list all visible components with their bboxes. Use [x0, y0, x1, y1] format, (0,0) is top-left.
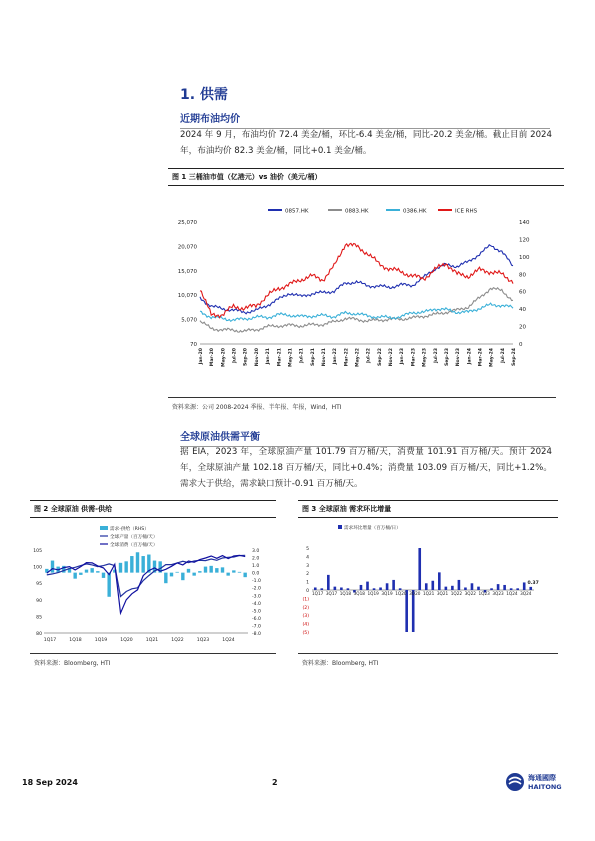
supply-demand-paragraph: 据 EIA，2023 年，全球原油产量 101.79 百万桶/天，消费量 101.91 百万桶/天。预计 2024 年，全球原油产量 102.18 百万桶/天，同比+0.4%；消费量 103.09 百万桶/天，同比+1.2%。需求大于供给，需求缺口预计-0.91 百万桶/天。: [180, 447, 552, 489]
figure2-divider: [30, 653, 276, 654]
x-tick-label: May-21: [288, 348, 294, 367]
x-tick-label: 3Q22: [464, 591, 476, 596]
demand-bar: [314, 587, 317, 590]
demand-bar: [366, 582, 369, 590]
oil-price-subtitle: 近期布油均价: [180, 110, 550, 129]
x-tick-label: 1Q20: [120, 638, 133, 643]
x-tick-label: 3Q24: [520, 591, 532, 596]
y-tick: 3: [306, 563, 309, 569]
y-left-tick: 70: [190, 342, 197, 348]
demand-bar: [451, 586, 454, 590]
demand-bar: [471, 583, 474, 590]
demand-bar: [392, 580, 395, 590]
x-tick-label: Jan-22: [333, 348, 339, 365]
figure3-title: 图 3 全球原油 需求环比增量: [298, 500, 558, 518]
y-tick: 2: [306, 572, 309, 578]
gap-bar: [215, 568, 218, 573]
gap-bar: [102, 573, 105, 578]
x-tick-label: Nov-21: [321, 348, 327, 367]
y-tick: (5): [302, 631, 309, 636]
y-right-tick: 40: [519, 307, 526, 314]
gap-bar: [90, 568, 93, 573]
logo-en-text: HAITONG: [528, 783, 562, 791]
gap-bar: [141, 556, 144, 573]
x-tick-label: 1Q24: [506, 591, 518, 596]
y-right-tick: 80: [519, 272, 526, 279]
gap-bar: [164, 573, 167, 584]
x-tick-label: 1Q23: [196, 638, 210, 643]
x-tick-label: 1Q23: [478, 591, 490, 596]
demand-bar: [418, 548, 421, 590]
gap-bar: [51, 561, 54, 573]
demand-bar: [386, 583, 389, 590]
x-tick-label: 1Q17: [312, 591, 324, 596]
legend-label-2: 0386.HK: [403, 208, 427, 215]
y-tick: 5: [306, 547, 309, 552]
y-right-tick: 60: [519, 289, 526, 296]
y-right-tick: -4.0: [252, 601, 261, 607]
x-tick-label: Mar-23: [411, 348, 417, 367]
demand-bar: [523, 582, 526, 590]
figure1-chart: [168, 198, 558, 396]
x-tick-label: Jul-23: [433, 348, 439, 363]
oil-price-paragraph: 2024 年 9 月，布油均价 72.4 美金/桶，环比-6.4 美金/桶，同比-20.2 美金/桶。截止目前 2024 年，布油均价 82.3 美金/桶，同比+0.1 美金/桶。: [180, 130, 552, 156]
demand-bar: [340, 587, 343, 590]
x-tick-label: Nov-23: [456, 348, 462, 367]
figure2-chart: [30, 520, 276, 650]
demand-bar: [503, 585, 506, 590]
y-right-tick: 120: [519, 237, 530, 244]
demand-bar: [529, 587, 532, 590]
figure1-divider: [168, 397, 556, 398]
x-tick-label: May-23: [422, 348, 428, 367]
y-left-tick: 20,070: [177, 244, 197, 251]
gap-bar: [136, 552, 139, 572]
x-tick-label: 1Q21: [423, 591, 435, 596]
gap-bar: [79, 573, 82, 575]
legend-label-gap: 需求-供给（RHS）: [110, 527, 149, 532]
y-right-tick: 3.0: [252, 549, 260, 554]
y-right-tick: 140: [519, 220, 530, 226]
y-tick: (3): [302, 614, 309, 620]
y-right-tick: 1.0: [252, 564, 260, 570]
gap-bar: [170, 573, 173, 577]
legend-swatch: [338, 525, 342, 529]
demand-bar: [431, 581, 434, 590]
demand-bar: [438, 572, 441, 590]
demand-bar: [373, 588, 376, 590]
demand-bar: [405, 590, 408, 632]
x-tick-label: Jul-20: [232, 348, 238, 363]
x-tick-label: 3Q20: [409, 591, 421, 596]
x-tick-label: 3Q18: [353, 591, 365, 596]
gap-bar: [119, 563, 122, 573]
demand-bar: [497, 584, 500, 590]
figure2-source: 资料来源：Bloomberg, HTI: [34, 660, 111, 667]
x-tick-label: 1Q17: [43, 638, 57, 643]
y-right-tick: -5.0: [252, 609, 261, 615]
x-tick-label: Jan-23: [400, 348, 406, 365]
figure3-divider: [298, 653, 558, 654]
consumption-line: [47, 555, 245, 613]
gap-bar: [209, 566, 212, 573]
gap-bar: [124, 561, 127, 572]
page-number: 2: [272, 778, 278, 787]
figure2-title: 图 2 全球原油 供需-供给: [30, 500, 276, 518]
gap-bar: [85, 570, 88, 573]
x-tick-label: 1Q21: [145, 638, 159, 643]
x-tick-label: 1Q19: [367, 591, 379, 596]
figure3-source: 资料来源：Bloomberg, HTI: [302, 660, 379, 667]
x-tick-label: 1Q22: [450, 591, 463, 596]
gap-bar: [187, 569, 190, 573]
footer-date: 18 Sep 2024: [22, 778, 78, 787]
x-tick-label: Sep-22: [377, 348, 383, 367]
x-tick-label: Sep-21: [310, 348, 316, 367]
x-tick-label: 3Q21: [436, 591, 449, 596]
gap-bar: [107, 573, 110, 597]
demand-bar: [412, 590, 415, 632]
gap-bar: [181, 573, 184, 581]
y-right-tick: 0: [519, 342, 523, 348]
y-left-tick: 15,070: [177, 268, 197, 275]
gap-bar: [130, 556, 133, 573]
y-tick: 0: [306, 589, 309, 594]
section-title: 1. 供需: [180, 87, 228, 103]
demand-bar: [464, 587, 467, 590]
demand-bar: [327, 575, 330, 590]
y-left-tick: 10,070: [177, 293, 197, 300]
y-left-tick: 100: [33, 565, 42, 571]
demand-bar: [445, 587, 448, 590]
y-right-tick: -6.0: [252, 616, 261, 622]
x-tick-label: 1Q18: [339, 591, 352, 596]
x-tick-label: Sep-20: [243, 348, 249, 367]
y-right-tick: 0.0: [252, 571, 260, 577]
demand-bar: [399, 588, 402, 590]
x-tick-label: 1Q18: [69, 638, 82, 643]
demand-bar: [458, 580, 461, 590]
x-tick-label: Mar-21: [277, 348, 283, 367]
legend-label-production: 全球产量（百万桶/天）: [110, 535, 158, 540]
demand-bar: [516, 588, 519, 590]
figure3-chart: [298, 520, 558, 650]
legend-label-1: 0883.HK: [345, 208, 369, 215]
haitong-logo: [505, 771, 565, 793]
x-tick-label: Jan-21: [266, 348, 272, 365]
x-tick-label: 3Q19: [381, 591, 393, 596]
x-tick-label: 1Q20: [395, 591, 407, 596]
x-tick-label: May-20: [221, 348, 227, 367]
y-right-tick: 2.0: [252, 556, 260, 562]
x-tick-label: 1Q24: [222, 638, 235, 643]
gap-bar: [243, 573, 246, 578]
demand-bar: [334, 587, 337, 590]
x-tick-label: Mar-22: [344, 348, 350, 367]
supply-demand-subtitle: 全球原油供需平衡: [180, 428, 550, 447]
x-tick-label: May-22: [355, 348, 361, 367]
legend-label-consumption: 全球消费（百万桶/天）: [110, 543, 158, 548]
y-right-tick: 20: [519, 324, 526, 331]
gap-bar: [204, 567, 207, 573]
gap-bar: [198, 571, 201, 573]
y-right-tick: -3.0: [252, 594, 261, 600]
demand-bar: [320, 588, 323, 590]
y-tick: (4): [302, 622, 309, 628]
demand-bar: [510, 588, 513, 590]
legend-label-0: 0857.HK: [285, 208, 309, 215]
last-value-annotation: 0.37: [527, 580, 539, 586]
demand-bar: [490, 588, 493, 590]
legend-label: 需求环比增量（百万桶/日）: [344, 526, 401, 531]
y-tick: (2): [302, 605, 309, 611]
y-left-tick: 5,070: [181, 317, 197, 324]
demand-bar: [379, 587, 382, 590]
gap-bar: [226, 573, 229, 576]
haitong-logo-icon: [505, 771, 565, 793]
x-tick-label: Sep-23: [444, 348, 450, 367]
x-tick-label: Nov-22: [389, 348, 395, 367]
y-right-tick: -1.0: [252, 579, 261, 585]
y-right-tick: 100: [519, 254, 530, 261]
demand-bar: [425, 583, 428, 590]
x-tick-label: May-24: [489, 348, 495, 367]
logo-cn-text: 海通國際: [528, 774, 556, 782]
gap-bar: [232, 570, 235, 572]
gap-bar: [175, 572, 178, 573]
x-tick-label: 3Q17: [325, 591, 338, 596]
y-left-tick: 80: [36, 632, 42, 637]
demand-bar: [347, 588, 350, 590]
x-tick-label: 1Q19: [94, 638, 108, 643]
y-left-tick: 25,070: [177, 220, 197, 226]
gap-bar: [238, 572, 241, 573]
x-tick-label: Jan-20: [199, 348, 204, 365]
series-line-0883.HK: [200, 288, 513, 333]
gap-bar: [221, 567, 224, 572]
x-tick-label: Mar-24: [478, 348, 484, 367]
x-tick-label: Jul-22: [366, 348, 372, 363]
x-tick-label: 1Q22: [171, 638, 184, 643]
y-tick: 4: [306, 555, 309, 561]
y-left-tick: 105: [33, 549, 42, 554]
figure1-title: 图 1 三桶油市值（亿港元）vs 油价（美元/桶）: [168, 168, 564, 186]
x-tick-label: Jan-24: [467, 348, 473, 365]
demand-bar: [477, 587, 480, 590]
y-right-tick: -7.0: [252, 624, 261, 630]
legend-swatch-gap: [100, 526, 108, 530]
y-left-tick: 95: [36, 582, 42, 588]
demand-bar: [360, 585, 363, 590]
x-tick-label: 3Q23: [492, 591, 504, 596]
figure1-source: 资料来源：公司 2008-2024 季报、半年报、年报，Wind，HTI: [172, 404, 342, 411]
y-tick: (1): [302, 597, 309, 603]
series-line-0857.HK: [200, 245, 513, 314]
y-tick: 1: [306, 580, 309, 586]
x-tick-label: Jul-24: [500, 348, 506, 363]
gap-bar: [73, 573, 76, 579]
y-left-tick: 90: [36, 598, 42, 604]
x-tick-label: Jul-21: [299, 348, 305, 363]
x-tick-label: Sep-24: [512, 348, 517, 367]
x-tick-label: Nov-20: [254, 348, 260, 367]
y-right-tick: -2.0: [252, 586, 261, 592]
legend-label-3: ICE RHS: [455, 208, 478, 215]
x-tick-label: Mar-20: [210, 348, 216, 367]
y-right-tick: -8.0: [252, 632, 261, 637]
gap-bar: [96, 571, 99, 573]
y-left-tick: 85: [36, 615, 42, 621]
gap-bar: [192, 573, 195, 576]
